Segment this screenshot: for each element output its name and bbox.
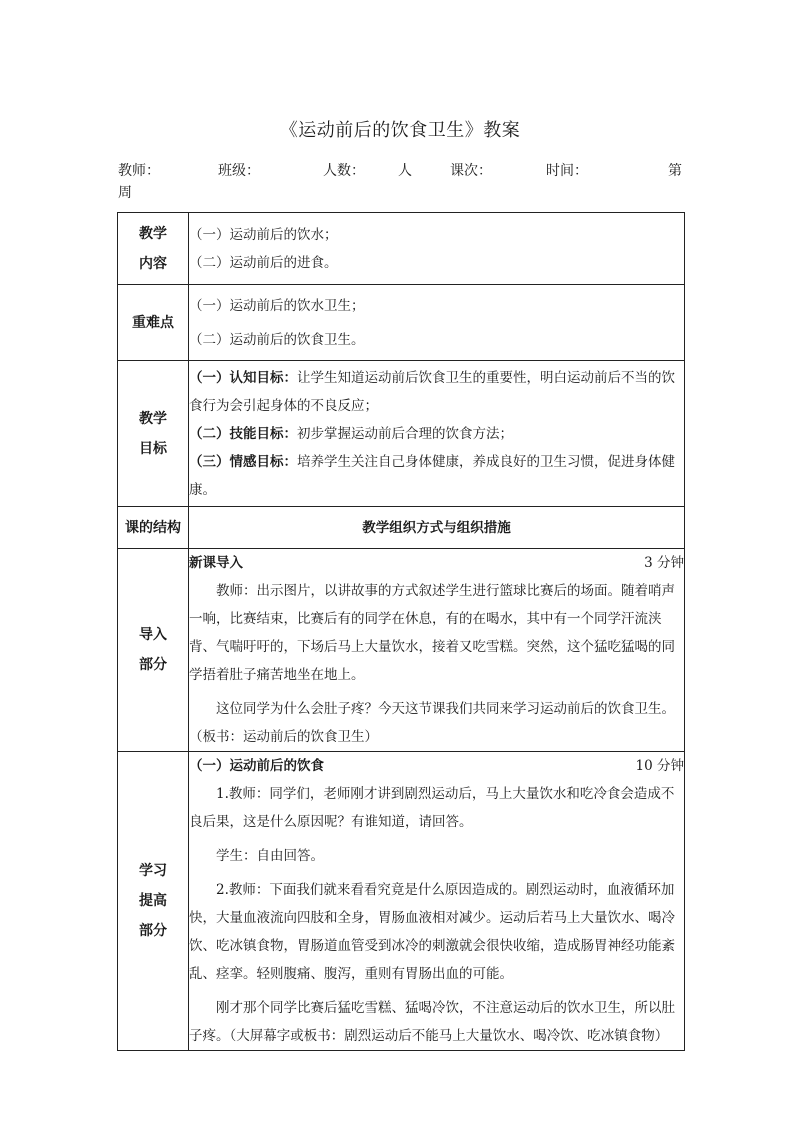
intro-para-1: 教师：出示图片，以讲故事的方式叙述学生进行篮球比赛后的场面。随着哨声一响，比赛结束，比赛后有的同学在休息，有的在喝水，其中有一个同学汗流浃背、气喘吁吁的，下场后马上大量饮水，接着又吃雪糕。突然，这个猛吃猛喝的同学捂着肚子痛苦地坐在地上。 [189,583,675,683]
count-label: 人数： [323,163,365,179]
row-content [118,213,685,285]
label-line: 部分 [139,657,167,673]
goal-2 [189,420,684,448]
label-line: 教学 [139,410,167,427]
row-structure [118,507,685,549]
study-para-2: 学生：自由回答。 [216,848,324,864]
content-line-2: （二）运动前后的进食。 [189,254,338,271]
label-line: 教学 [139,225,167,242]
structure-header: 教学组织方式与组织措施 [189,507,685,549]
intro-para-2: 这位同学为什么会肚子疼？今天这节课我们共同来学习运动前后的饮食卫生。（板书：运动前后的饮食卫生） [189,701,675,745]
lesson-label: 课次： [450,163,492,179]
count-unit: 人 [398,163,412,179]
study-cell [189,752,685,1051]
document-title: 《运动前后的饮食卫生》教案 [279,120,521,141]
row-study [118,752,685,1051]
lesson-plan-table [117,212,685,1051]
study-heading [189,752,684,780]
content-line-1: （一）运动前后的饮水； [189,226,338,243]
label-line: 提高 [139,893,167,909]
label-goals [118,361,189,507]
goal-1 [189,364,684,420]
intro-head: 新课导入 [189,555,243,571]
week-suffix: 周 [118,185,132,201]
label-line: 导入 [139,627,167,643]
intro-time: 3 分钟 [644,555,684,571]
goal-3-text: 培养学生关注自己身体健康，养成良好的卫生习惯，促进身体健康。 [189,453,675,498]
label-structure: 课的结构 [118,507,189,549]
goal-3-head: （三）情感目标： [189,453,297,470]
study-para-1: 1.教师：同学们，老师刚才讲到剧烈运动后，马上大量饮水和吃冷食会造成不良后果，这是什么原因呢？有谁知道，请回答。 [189,786,675,830]
row-goals [118,361,685,507]
goal-1-text: 让学生知道运动前后饮食卫生的重要性，明白运动前后不当的饮食行为会引起身体的不良反应； [189,369,675,414]
study-para-4: 刚才那个同学比赛后猛吃雪糕、猛喝冷饮，不注意运动后的饮水卫生，所以肚子疼。（大屏幕字或板书：剧烈运动后不能马上大量饮水、喝冷饮、吃冰镇食物） [189,1000,675,1044]
goals-cell [189,361,685,507]
study-para-3: 2.教师：下面我们就来看看究竟是什么原因造成的。剧烈运动时，血液循环加快，大量血液流向四肢和全身，胃肠血液相对减少。运动后若马上大量饮水、喝冷饮、吃冰镇食物，胃肠道血管受到冰冷的刺激就会很快收缩，造成肠胃神经功能紊乱、痉挛。轻则腹痛、腹泻，重则有胃肠出血的可能。 [189,882,675,982]
study-time: 10 分钟 [635,758,684,774]
intro-heading [189,549,684,577]
label-line: 内容 [139,255,167,272]
content-cell [189,213,685,285]
label-content [118,213,189,285]
study-head: （一）运动前后的饮食 [189,758,324,774]
goal-3 [189,448,684,504]
teacher-label: 教师： [118,163,160,179]
week-prefix: 第 [668,163,682,179]
label-intro [118,549,189,752]
goal-2-text: 初步掌握运动前后合理的饮食方法； [297,425,513,442]
intro-cell [189,549,685,752]
label-line: 学习 [139,863,167,879]
goal-1-head: （一）认知目标： [189,369,297,386]
label-key: 重难点 [118,285,189,361]
key-line-1: （一）运动前后的饮水卫生； [189,297,365,314]
key-line-2: （二）运动前后的饮食卫生。 [189,331,365,348]
label-line: 部分 [139,923,167,939]
label-study [118,752,189,1051]
row-intro [118,549,685,752]
time-label: 时间： [546,163,588,179]
goal-2-head: （二）技能目标： [189,425,297,442]
row-key [118,285,685,361]
key-cell [189,285,685,361]
class-label: 班级： [218,163,260,179]
label-line: 目标 [139,440,167,457]
